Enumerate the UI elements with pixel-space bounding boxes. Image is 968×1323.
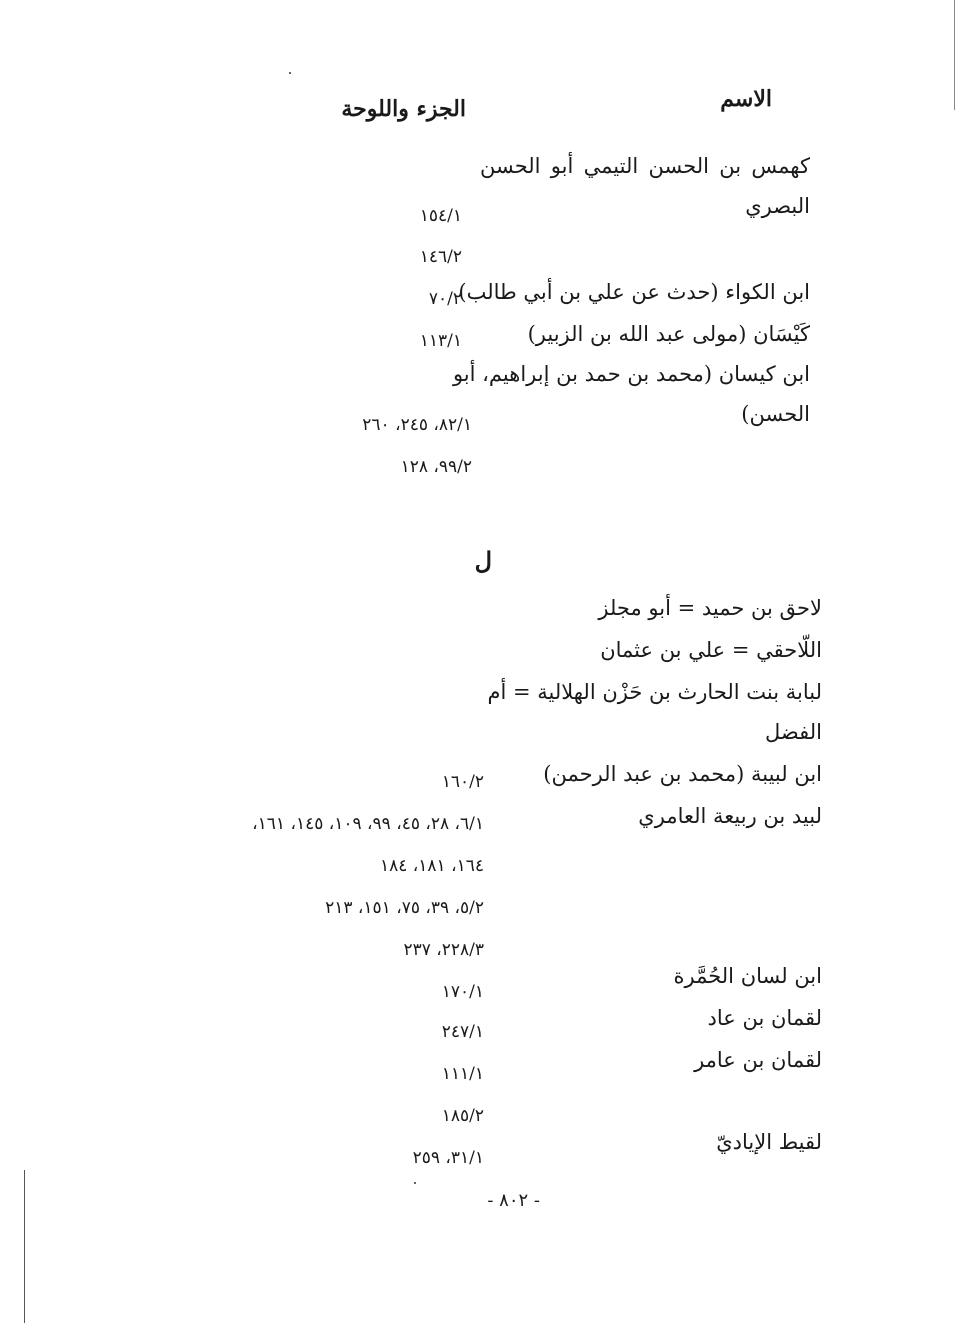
section-letter: ل: [474, 546, 492, 575]
entry-name: لقيط الإياديّ: [716, 1130, 822, 1154]
entry-name: البصري: [745, 194, 810, 218]
entry-name: لبابة بنت الحارث بن حَزْن الهلالية = أم: [487, 680, 822, 704]
entry-ref: ٥/٢، ٣٩، ٧٥، ١٥١، ٢١٣: [325, 898, 484, 918]
entry-ref: ٦/١، ٢٨، ٤٥، ٩٩، ١٠٩، ١٤٥، ١٦١،: [252, 814, 484, 834]
entry-ref: ٩٩/٢، ١٢٨: [400, 457, 472, 477]
name-column-header: الاسم: [720, 86, 772, 112]
entry-name: ابن الكواء (حدث عن علي بن أبي طالب): [458, 280, 810, 304]
entry-ref: ٨٢/١، ٢٤٥، ٢٦٠: [362, 415, 472, 435]
entry-name: الحسن): [741, 402, 810, 426]
entry-name: كهمس بن الحسن التيمي أبو الحسن: [480, 154, 810, 178]
entry-name: لاحق بن حميد = أبو مجلز: [598, 596, 822, 620]
scan-speck: [289, 72, 291, 74]
entry-ref: ١٧٠/١: [441, 982, 484, 1002]
scan-edge-line-right: [954, 0, 955, 110]
page-number: - ٨٠٢ -: [487, 1190, 540, 1211]
entry-name: اللّاحقي = علي بن عثمان: [600, 638, 822, 662]
ref-column-header: الجزء واللوحة: [341, 96, 466, 122]
scan-edge-line: [24, 1170, 25, 1323]
scan-speck: [414, 1182, 416, 1184]
entry-ref: ١١١/١: [441, 1064, 484, 1084]
entry-ref: ٢٤٧/١: [441, 1022, 484, 1042]
entry-name: لقمان بن عاد: [707, 1006, 822, 1030]
entry-ref: ١٤٦/٢: [419, 247, 462, 267]
entry-ref: ١٨٥/٢: [441, 1106, 484, 1126]
entry-ref: ١٥٤/١: [419, 206, 462, 226]
entry-name: ابن لبيبة (محمد بن عبد الرحمن): [543, 762, 822, 786]
entry-name: الفضل: [765, 720, 822, 744]
entry-name: لبيد بن ربيعة العامري: [638, 804, 822, 828]
entry-name: ابن لسان الحُمَّرة: [673, 964, 822, 988]
entry-name: كَيْسَان (مولى عبد الله بن الزبير): [527, 322, 810, 346]
entry-ref: ٧٠/٢: [428, 289, 462, 309]
entry-ref: ٢٢٨/٣، ٢٣٧: [403, 940, 484, 960]
entry-ref: ٣١/١، ٢٥٩: [412, 1148, 484, 1168]
entry-name: ابن كيسان (محمد بن حمد بن إبراهيم، أبو: [452, 362, 810, 386]
entry-ref: ١١٣/١: [419, 331, 462, 351]
entry-ref: ١٦٤، ١٨١، ١٨٤: [380, 856, 484, 876]
entry-ref: ١٦٠/٢: [441, 772, 484, 792]
entry-name: لقمان بن عامر: [694, 1048, 822, 1072]
